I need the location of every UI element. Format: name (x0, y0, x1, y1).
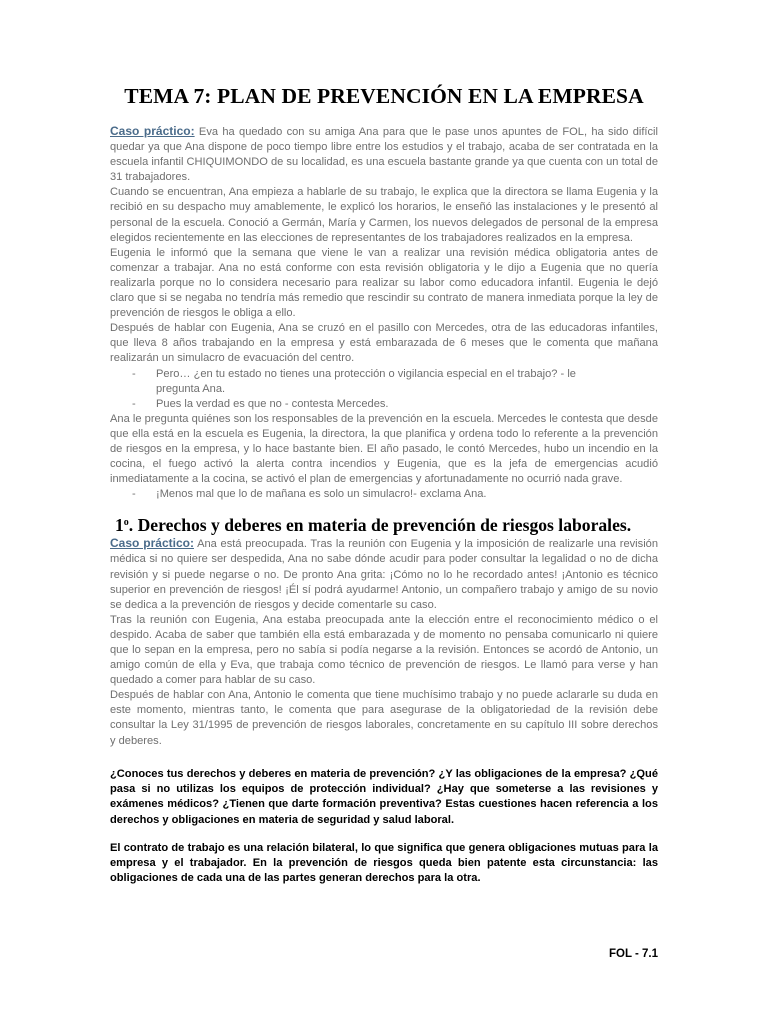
dialogue-line-2 (110, 397, 658, 412)
dialogue-line-1 (110, 367, 658, 397)
case2-paragraph-3: Después de hablar con Ana, Antonio le comenta que tiene muchísimo trabajo y no puede aclararle su duda en este momento, mientras tanto, le comenta que para asegurase de la obligatoriedad de la revisión debe consultar la Ley 31/1995 de prevención de riesgos laborales, concretamente en su capítulo III sobre derechos y deberes. (110, 689, 658, 747)
dialogue-text-1: Pero… ¿en tu estado no tienes una protección o vigilancia especial en el trabajo? - le pregunta Ana. (156, 367, 576, 395)
page-title: TEMA 7: PLAN DE PREVENCIÓN EN LA EMPRESA (124, 84, 644, 108)
dialogue-text-3: ¡Menos mal que lo de mañana es solo un simulacro!- exclama Ana. (156, 488, 487, 501)
case1-paragraph-2: Cuando se encuentran, Ana empieza a hablarle de su trabajo, le explica que la directora se llama Eugenia y la recibió en su despacho muy amablemente, le explicó los horarios, le enseñó las instalaciones y le presentó al personal de la escuela. Conoció a Germán, María y Carmen, los nuevos delegados de personal de la empresa elegidos recientemente en las elecciones de representantes de los trabajadores realizados en la empresa. (110, 186, 658, 244)
section-heading (115, 515, 658, 536)
case1-paragraph-1 (110, 124, 658, 185)
questions-paragraph: ¿Conoces tus derechos y deberes en materia de prevención? ¿Y las obligaciones de la empresa? ¿Qué pasa si no utilizas los equipos de protección individual? ¿Hay que someterse a las revisiones y exámenes médicos? ¿Tienen que darte formación preventiva? Estas cuestiones hacen referencia a los derechos y obligaciones en materia de seguridad y salud laboral. (110, 767, 658, 826)
section-heading-text: . Derechos y deberes en materia de prevención de riesgos laborales. (128, 515, 632, 536)
case2-paragraph-1 (110, 536, 658, 612)
case1-label: Caso práctico: (110, 124, 195, 138)
case2-label: Caso práctico: (110, 536, 194, 551)
section-ordinal: o (123, 517, 129, 529)
page-footer: FOL - 7.1 (609, 948, 658, 960)
case1-paragraph-5: Ana le pregunta quiénes son los responsables de la prevención en la escuela. Mercedes le contesta que desde que ella está en la escuela es Eugenia, la directora, la que planifica y ordena todo lo referente a la prevención de riesgos en la empresa, y lo hace bastante bien. El año pasado, le contó Mercedes, hubo un incendio en la cocina, el fuego activó la alerta contra incendios y Eugenia, que es la jefa de emergencias acudió inmediatamente a la cocina, se activó el plan de emergencias y afortunadamente no ocurrió nada grave. (110, 412, 658, 486)
section-number: 1 (115, 515, 124, 536)
case1-paragraph-3: Eugenia le informó que la semana que viene le van a realizar una revisión médica obligatoria antes de comenzar a trabajar. Ana no está conforme con esta revisión obligatoria y le dijo a Eugenia que no quería realizarla porque no lo considera necesario para realizar su labor como educadora infantil. Eugenia le dejó claro que si se negaba no tendría más remedio que rescindir su contrato de manera inmediata porque la ley de prevención de riesgos le obliga a ello. (110, 246, 658, 320)
contract-paragraph: El contrato de trabajo es una relación bilateral, lo que significa que genera obligaciones mutuas para la empresa y el trabajador. En la prevención de riesgos queda bien patente esta circunstancia: las obligaciones de cada una de las partes generan derechos para la otra. (110, 841, 658, 885)
dash-bullet: - (132, 397, 136, 410)
case2-paragraph-2: Tras la reunión con Eugenia, Ana estaba preocupada ante la elección entre el reconocimiento médico o el despido. Acaba de saber que también ella está embarazada y de momento no pensaba comunicarlo ni quiere que lo sepan en la empresa, pero no sabía si podía negarse a la revisión. Entonces se acordó de Antonio, un amigo común de ella y Eva, que trabaja como técnico de prevención de riesgos. Le llamó para verse y han quedado a comer para hablar de su caso. (110, 613, 658, 687)
case1-text-1: Eva ha quedado con su amiga Ana para que le pase unos apuntes de FOL, ha sido difícil quedar ya que Ana dispone de poco tiempo libre entre los estudios y el trabajo, acaba de ser contratada en la escuela infantil CHIQUIMONDO de su localidad, es una escuela bastante grande ya que cuenta con un total de 31 trabajadores. (110, 126, 658, 184)
dialogue-text-2: Pues la verdad es que no - contesta Mercedes. (156, 397, 389, 410)
case1-paragraph-4: Después de hablar con Eugenia, Ana se cruzó en el pasillo con Mercedes, otra de las educadoras infantiles, que lleva 8 años trabajando en la empresa y está embarazada de 6 meses que le comenta que mañana realizarán un simulacro de evacuación del centro. (110, 322, 658, 365)
dash-bullet: - (132, 488, 136, 501)
case2-text-1: Ana está preocupada. Tras la reunión con Eugenia y la imposición de realizarle una revisión médica si no quiere ser despedida, Ana no sabe dónde acudir para poder consultar la legalidad o no de dicha revisión y si puede negarse o no. De pronto Ana grita: ¡Cómo no lo he recordado antes! ¡Antonio es técnico superior en prevención de riesgos! ¡Él sí podrá ayudarme! Antonio, un compañero trabajo y amigo de su novio se dedica a la prevención de riesgos y decide comentarle su caso. (110, 538, 658, 611)
dialogue-line-3 (110, 487, 658, 502)
dash-bullet: - (132, 367, 136, 380)
